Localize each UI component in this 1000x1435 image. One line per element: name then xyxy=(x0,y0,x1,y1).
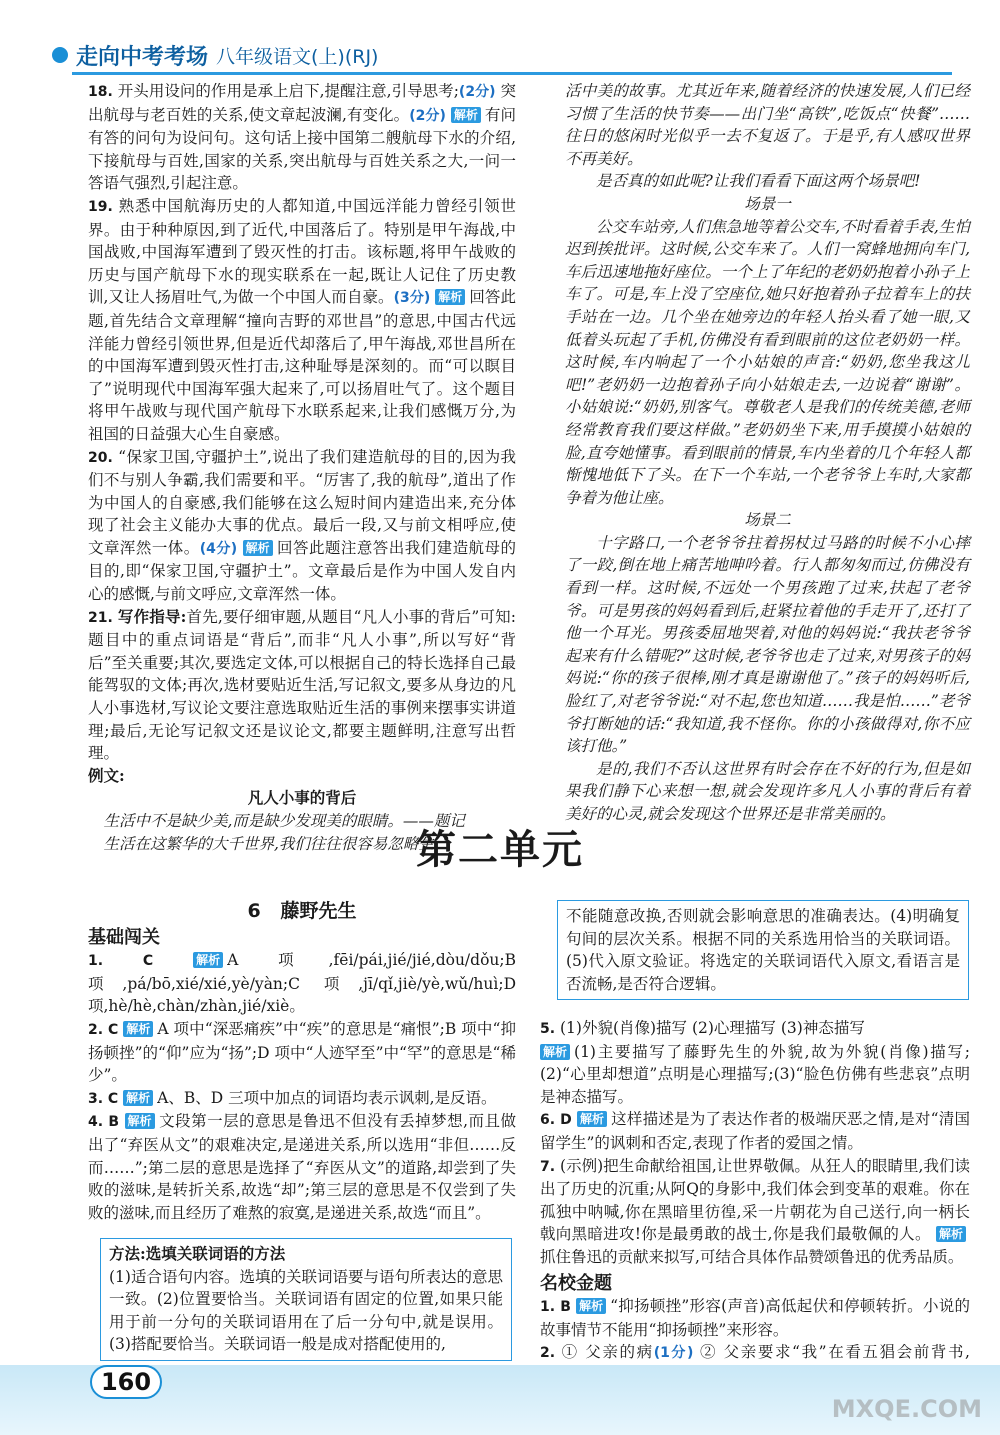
q19: 19. 熟悉中国航海历史的人都知道,中国远洋能力曾经引领世界。由于种种原因,到了近代,中国落后了。特别是甲午海战,中国战败,中国海军遭到了毁灭性的打击。该标题,将甲午战败的历史与国产航母下水的现实联系在一起,既让人记住了历史教训,又让人扬眉吐气,为做一个中国人而自豪。(3分) 解析 回答此题,首先结合文章理解“撞向吉野的邓世昌”的意思,中国古代远洋能力曾经引领世界,但是近代却落后了,甲午海战,邓世昌所在的中国海军遭到毁灭性打击,这种耻辱是深刻的。而“可以瞑目了”说明现代中国海军强大起来了,可以扬眉吐气了。这个题目将甲午战败与现代国产航母下水联系起来,让我们感慨万分,为祖国的日益强大心生自豪感。 xyxy=(88,196,516,443)
header-rule xyxy=(72,72,952,75)
school-q2: 2. ① 父亲的病(1分) ② 父亲要求“我”在看五猖会前背书, xyxy=(540,1343,970,1362)
lesson-q1: 1. C 解析 A 项,fēi/pái,jié/jié,dòu/dǒu;B 项,pá/bō,xié/xié,yè/yàn;C 项,jī/qǐ,jiè/yè,wǔ/huì;D 项,hè/hè,chàn/zhàn,jié/xiè。 xyxy=(88,951,516,1016)
method-text: (1)适合语句内容。选填的关联词语要与语句所表达的意思一致。(2)位置要恰当。关联词语有固定的位置,如果只能用于前一分句的关联词语用在了后一分句中,就是误用。(3)搭配要恰当。关联词语一般是成对搭配使用的, xyxy=(109,1267,503,1354)
section-school: 名校金题 xyxy=(540,1272,612,1294)
analysis-badge: 解析 xyxy=(125,1113,155,1129)
analysis-badge: 解析 xyxy=(577,1111,607,1127)
book-subtitle: 八年级语文(上)(RJ) xyxy=(216,45,379,68)
essay-title: 凡人小事的背后 xyxy=(247,788,357,808)
method-box-continued: 不能随意改换,否则就会影响意思的准确表达。(4)明确复句间的层次关系。根据不同的关系选用恰当的关联词语。(5)代入原文验证。将选定的关联词语代入原文,看语言是否流畅,是否符合逻辑。 xyxy=(557,900,969,1000)
page-header xyxy=(52,40,952,70)
q18: 18. 开头用设问的作用是承上启下,提醒注意,引导思考;(2分) 突出航母与老百姓的关系,使文章起波澜,有变化。(2分) 解析 有问有答的问句为设问句。这句话上接中国第二艘航母下水的介绍,下接航母与百姓,国家的关系,突出航母与百姓关系之大,一问一答语气强烈,引起注意。 xyxy=(88,82,516,193)
watermark-logo: MXQE.COM xyxy=(831,1395,982,1423)
left-bottom-column xyxy=(88,900,516,1224)
section-basic: 基础闯关 xyxy=(88,926,160,948)
lesson-title: 6 藤野先生 xyxy=(247,900,357,922)
book-title: 走向中考考场 xyxy=(76,44,209,70)
bullet-icon xyxy=(52,47,68,63)
q20: 20. “保家卫国,守疆护土”,说出了我们建造航母的目的,因为我们不与别人争霸,我们需要和平。“厉害了,我的航母”,道出了作为中国人的自豪感,我们能够在这么短时间内建造出来,充分体现了社会主义能办大事的优点。最后一段,又与前文相呼应,使文章浑然一体。(4分) 解析 回答此题注意答出我们建造航母的目的,即“保家卫国,守疆护土”。文章最后是作为中国人发自内心的感慨,与前文呼应,文章浑然一体。 xyxy=(88,447,516,604)
essay-para-2: 是否真的如此呢?让我们看看下面这两个场景吧! xyxy=(596,172,921,191)
unit-title: 第二单元 xyxy=(416,827,584,873)
essay-para-3: 公交车站旁,人们焦急地等着公交车,不时看着手表,生怕迟到挨批评。这时候,公交车来了。人们一窝蜂地拥向车门,车后迅速地拖好座位。一个上了年纪的老奶奶抱着小孙子上车了。可是,车上没了空座位,她只好抱着孙子拉着车上的扶手站在一边。几个坐在她旁边的年轻人抬头看了她一眼,又低着头玩起了手机,仿佛没有看到眼前的这位老奶奶一样。这时候,车内响起了一个小姑娘的声音:“奶奶,您坐我这儿吧!”老奶奶一边抱着孙子向小姑娘走去,一边说着“谢谢”。小姑娘说:“奶奶,别客气。尊敬老人是我们的传统美德,老师经常教育我们要这样做。”老奶奶坐下来,用手摸摸小姑娘的脸,直夸她懂事。看到眼前的情景,车内坐着的几个年轻人都惭愧地低下了头。在下一个车站,一个老爷爷上车时,大家都争着为他让座。 xyxy=(565,217,970,507)
essay-para-1: 生活在这繁华的大千世界,我们往往很容易忽略生 xyxy=(103,834,434,853)
right-top-column xyxy=(565,80,970,826)
essay-para-5: 是的,我们不否认这世界有时会存在不好的行为,但是如果我们静下心来想一想,就会发现许多凡人小事的背后有着美好的心灵,就会发现这个世界还是非常美丽的。 xyxy=(565,759,970,823)
school-q1: 1. B 解析 “抑扬顿挫”形容(声音)高低起伏和停顿转折。小说的故事情节不能用“抑扬顿挫”来形容。 xyxy=(540,1297,970,1339)
analysis-badge: 解析 xyxy=(243,540,273,556)
essay-para-4: 十字路口,一个老爷爷拄着拐杖过马路的时候不小心摔了一跤,倒在地上痛苦地呻吟着。行人都匆匆而过,仿佛没有看到一样。这时候,不远处一个男孩跑了过来,扶起了老爷爷。可是男孩的妈妈看到后,赶紧拉着他的手走开了,还打了他一个耳光。男孩委屈地哭着,对他的妈妈说:“我扶老爷爷起来有什么错呢?”这时候,老爷爷也走了过来,对男孩子的妈妈说:“你的孩子很棒,刚才真是谢谢他了。”孩子的妈妈听后,脸红了,对老爷爷说:“对不起,您也知道……我是怕……”老爷爷打断她的话:“我知道,我不怪你。你的小孩做得对,你不应该打他。” xyxy=(565,533,970,756)
scene-1-heading: 场景一 xyxy=(744,194,791,213)
lesson-q6: 6. D 解析 这样描述是为了表达作者的极端厌恶之情,是对“清国留学生”的讽刺和否定,表现了作者的爱国之情。 xyxy=(540,1110,970,1152)
page-number: 160 xyxy=(90,1365,162,1399)
lesson-q3: 3. C 解析 A、B、D 三项中加点的词语均表示讽刺,是反语。 xyxy=(88,1088,497,1107)
lesson-q2: 2. C 解析 A 项中“深恶痛疾”中“疾”的意思是“痛恨”;B 项中“抑扬顿挫”的“仰”应为“扬”;D 项中“人迹罕至”中“罕”的意思是“稀少”。 xyxy=(88,1019,516,1085)
analysis-badge: 解析 xyxy=(451,107,481,123)
analysis-badge: 解析 xyxy=(936,1226,966,1242)
left-top-column xyxy=(88,80,516,855)
essay-para-1-cont: 活中美的故事。尤其近年来,随着经济的快速发展,人们已经习惯了生活的快节奏——出门坐“高铁”,吃饭点“快餐”……往日的悠闲时光似乎一去不复返了。于是乎,有人感叹世界不再美好。 xyxy=(565,82,970,168)
lesson-q4: 4. B 解析 文段第一层的意思是鲁迅不但没有丢掉梦想,而且做出了“弃医从文”的艰难决定,是递进关系,所以选用“非但……反而……”;第二层的意思是选择了“弃医从文”的道路,却尝到了失败的滋味,是转折关系,故选“却”;第三层的意思是不仅尝到了失败的滋味,而且经历了难熬的寂寞,是递进关系,故选“而且”。 xyxy=(88,1112,516,1222)
method-box: 方法:选填关联词语的方法 (1)适合语句内容。选填的关联词语要与语句所表达的意思一致。(2)位置要恰当。关联词语有固定的位置,如果只能用于前一分句的关联词语用在了后一分句中,就是误用。(3)搭配要恰当。关联词语一般是成对搭配使用的, xyxy=(100,1238,512,1361)
lesson-q7: 7. (示例)把生命献给祖国,让世界敬佩。从狂人的眼睛里,我们读出了历史的沉重;从阿Q的身影中,我们体会到变革的艰难。你在孤独中呐喊,你在黑暗里彷徨,采一片朝花为自己送行,向一柄长戟向黑暗进攻!你是最勇敢的战士,你是我们最敬佩的人。 解析抓住鲁迅的贡献来拟写,可结合具体作品赞颂鲁迅的优秀品质。 xyxy=(540,1156,970,1266)
analysis-badge: 解析 xyxy=(193,952,223,968)
scene-2-heading: 场景二 xyxy=(744,511,791,530)
example-label: 例文: xyxy=(88,765,125,785)
analysis-badge: 解析 xyxy=(123,1021,153,1037)
right-bottom-column xyxy=(540,1017,970,1389)
analysis-badge: 解析 xyxy=(435,289,465,305)
analysis-badge: 解析 xyxy=(123,1090,153,1106)
analysis-badge: 解析 xyxy=(540,1044,570,1060)
q21: 21. 写作指导:首先,要仔细审题,从题目“凡人小事的背后”可知:题目中的重点词语是“背后”,而非“凡人小事”,所以写好“背后”至关重要;其次,要选定文体,可以根据自己的特长选择自己最能驾驭的文体;再次,选材要贴近生活,写记叙文,要多从身边的凡人小事选材,写议论文要注意选取贴近生活的事例来摆事实讲道理;最后,无论写记叙文还是议论文,都要主题鲜明,注意写出哲理。 xyxy=(88,606,516,763)
essay-epigraph: 生活中不是缺少美,而是缺少发现美的眼睛。——题记 xyxy=(103,812,465,830)
lesson-q5: 5. (1)外貌(肖像)描写 (2)心理描写 (3)神态描写 解析 (1)主要描写了藤野先生的外貌,故为外貌(肖像)描写;(2)“心里却想道”点明是心理描写;(3)“脸色仿佛有些悲哀”点明是神态描写。 xyxy=(540,1019,970,1106)
analysis-badge: 解析 xyxy=(576,1298,606,1314)
